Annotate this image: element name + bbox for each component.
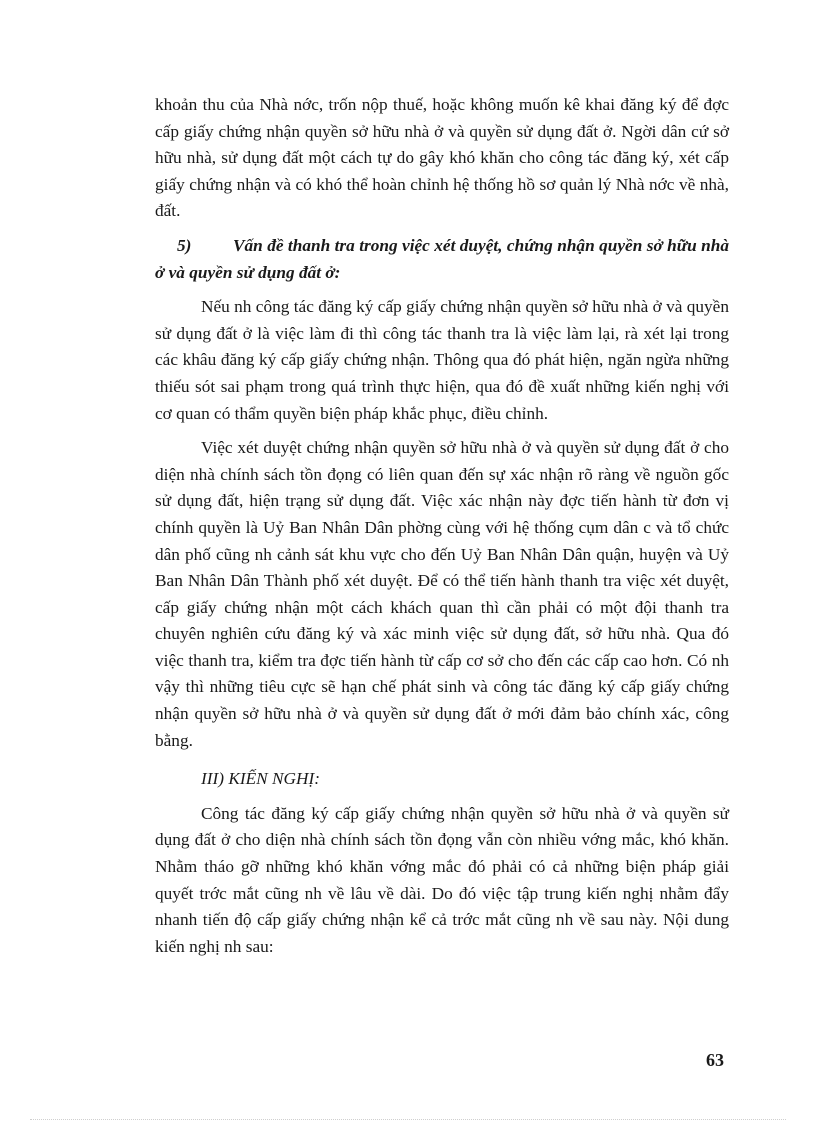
section-title-recommendations: III) KIẾN NGHỊ: xyxy=(201,769,321,789)
paragraph-1: khoản thu của Nhà nớc, trốn nộp thuế, hoặc không muốn kê khai đăng ký để đợc cấp giấy chứng nhận quyền sở hữu nhà ở và quyền sử dụng đất ở. Ngời dân cứ sở hữu nhà, sử dụng đất một cách tự do gây khó khăn cho công tác đăng ký, xét cấp giấy chứng nhận và có khó thể hoàn chỉnh hệ thống hồ sơ quản lý Nhà nớc về nhà, đất. xyxy=(155,95,729,221)
heading-text: Vấn đề thanh tra trong việc xét duyệt, chứng nhận quyền sở hữu nhà ở và quyền sử dụng đất ở: xyxy=(155,235,729,282)
paragraph-4: Công tác đăng ký cấp giấy chứng nhận quyền sở hữu nhà ở và quyền sử dụng đất ở cho diện nhà chính sách tồn đọng vẫn còn nhiều vớng mắc, khó khăn. Nhằm tháo gỡ những khó khăn vớng mắc đó phải có cả những biện pháp giải quyết trớc mắt cũng nh về lâu về dài. Do đó việc tập trung kiến nghị nhằm đẩy nhanh tiến độ cấp giấy chứng nhận kể cả trớc mắt cũng nh về sau này. Nội dung kiến nghị nh sau: xyxy=(155,803,729,956)
body-text xyxy=(155,92,729,968)
page-number: 63 xyxy=(706,1050,724,1070)
heading-number: 5) xyxy=(177,235,192,255)
paragraph-2: Nếu nh công tác đăng ký cấp giấy chứng nhận quyền sở hữu nhà ở và quyền sử dụng đất ở là việc làm đi thì công tác thanh tra là việc làm lại, rà xét lại trong các khâu đăng ký cấp giấy chứng nhận. Thông qua đó phát hiện, ngăn ngừa những thiếu sót sai phạm trong quá trình thực hiện, qua đó đề xuất những kiến nghị với cơ quan có thẩm quyền biện pháp khắc phục, điều chỉnh. xyxy=(155,297,729,423)
paragraph-3: Việc xét duyệt chứng nhận quyền sở hữu nhà ở và quyền sử dụng đất ở cho diện nhà chính sách tồn đọng có liên quan đến sự xác nhận rõ ràng về nguồn gốc sử dụng đất, hiện trạng sử dụng đất. Việc xác nhận này đợc tiến hành từ đơn vị chính quyền là Uỷ Ban Nhân Dân phờng cùng với hệ thống cụm dân c và tổ chức dân phố cũng nh cảnh sát khu vực cho đến Uỷ Ban Nhân Dân quận, huyện và Uỷ Ban Nhân Dân Thành phố xét duyệt. Để có thể tiến hành thanh tra việc xét duyệt, cấp giấy chứng nhận một cách khách quan thì cần phải có một đội thanh tra chuyên nghiên cứu đăng ký và xác minh việc sử dụng đất, sở hữu nhà. Qua đó việc thanh tra, kiểm tra đợc tiến hành từ cấp cơ sở cho đến các cấp cao hơn. Có nh vậy thì những tiêu cực sẽ hạn chế phát sinh và công tác đăng ký cấp giấy chứng nhận quyền sở hữu nhà ở và quyền sử dụng đất ở mới đảm bảo chính xác, công bằng. xyxy=(155,438,729,750)
section-heading-5 xyxy=(155,233,729,286)
bottom-divider xyxy=(30,1119,786,1120)
